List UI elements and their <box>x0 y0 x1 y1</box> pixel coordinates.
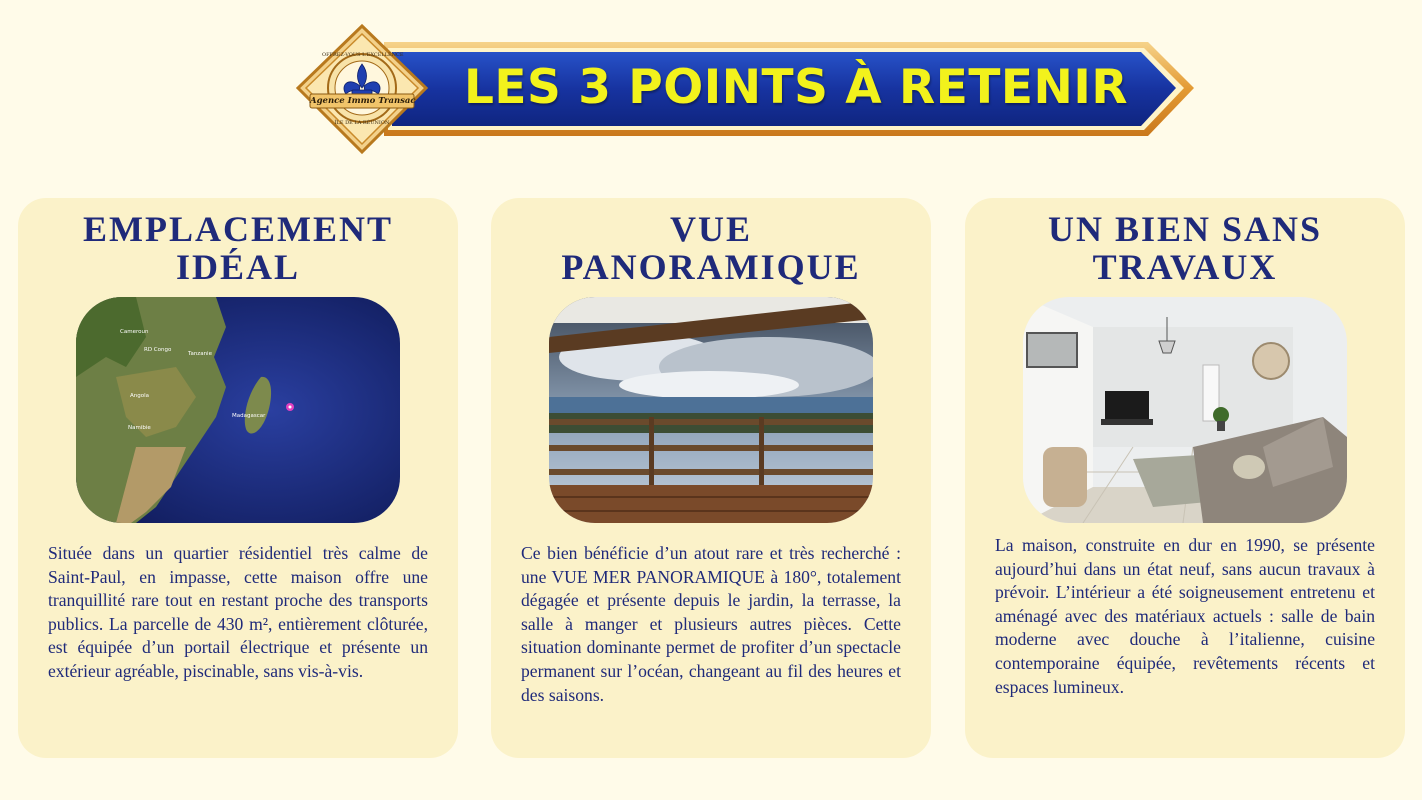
card-title <box>965 210 1405 286</box>
card-title-line1: UN BIEN SANS <box>1047 209 1323 249</box>
living-room-image <box>1023 297 1347 523</box>
card-travaux <box>965 198 1405 758</box>
terrace-view-image <box>549 297 873 523</box>
map-image <box>76 297 400 523</box>
svg-text:Madagascar: Madagascar <box>232 413 266 419</box>
agency-logo <box>296 24 428 156</box>
title-banner <box>296 24 1196 156</box>
card-title-line1: VUE <box>669 209 752 249</box>
card-title-line2: IDÉAL <box>175 247 301 287</box>
card-description: Située dans un quartier résidentiel très calme de Saint-Paul, en impasse, cette maison offre une tranquillité rare tout en restant proche des transports publics. La parcelle de 430 m², entièrement clôturée, est équipée d’un portail électrique et présente un extérieur agréable, piscinable, sans vis-à-vis. <box>48 543 428 681</box>
card-vue <box>491 198 931 758</box>
card-description: Ce bien bénéficie d’un atout rare et très recherché : une VUE MER PANORAMIQUE à 180°, totalement dégagée et présente depuis le jardin, la terrasse, la salle à manger et plusieurs autres pièces. Cette situation dominante permet de profiter d’un spectacle permanent sur l’océan, changeant au fil des heures et des saisons. <box>521 543 901 705</box>
card-title <box>491 210 931 286</box>
card-description: La maison, construite en dur en 1990, se présente aujourd’hui dans un état neuf, sans aucun travaux à prévoir. L’intérieur a été soigneusement entretenu et aménagé avec des matériaux actuels : salle de bain moderne avec douche à l’italienne, cuisine contemporaine équipée, revêtements récents et espaces lumineux. <box>995 535 1375 697</box>
card-title-line1: EMPLACEMENT <box>83 209 393 249</box>
card-title-line2: PANORAMIQUE <box>561 247 861 287</box>
card-title <box>18 210 458 286</box>
svg-text:Angola: Angola <box>130 393 150 399</box>
logo-top-text: OFFREZ-VOUS L'EXCELLENCE <box>322 52 404 58</box>
banner-title: LES 3 POINTS À RETENIR <box>463 60 1129 115</box>
card-title-line2: TRAVAUX <box>1092 247 1278 287</box>
svg-text:Namibie: Namibie <box>128 425 151 431</box>
svg-text:Cameroun: Cameroun <box>120 329 149 335</box>
logo-bottom-text: ÎLE DE LA RÉUNION <box>334 120 390 126</box>
svg-text:Tanzanie: Tanzanie <box>188 351 212 357</box>
card-emplacement <box>18 198 458 758</box>
logo-name: Agence Immo Transac <box>310 96 416 106</box>
svg-text:RD Congo: RD Congo <box>144 347 172 353</box>
